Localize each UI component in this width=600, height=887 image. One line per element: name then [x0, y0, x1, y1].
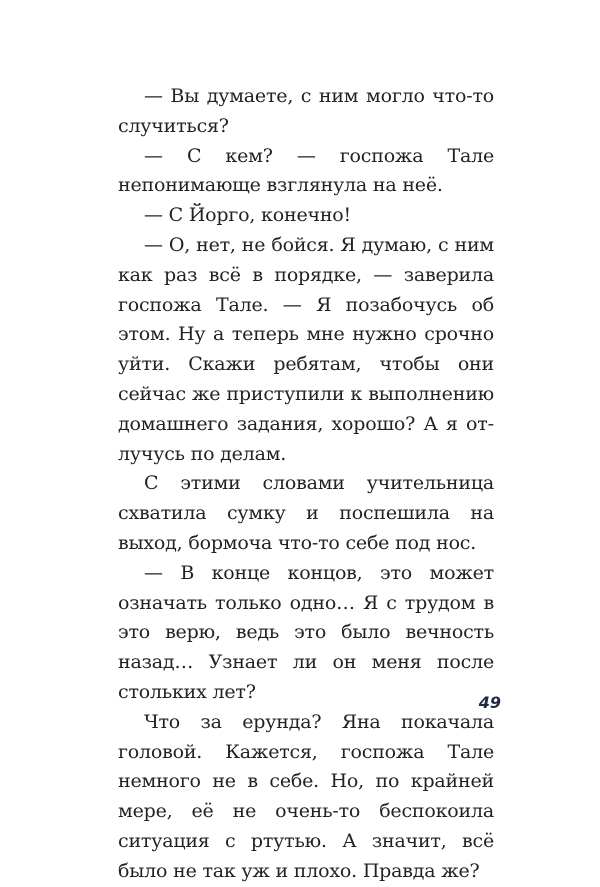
paragraph-6: — В конце концов, это может означать только одно… Я с трудом в это верю, ведь это было вечность назад… Узнает ли он меня после стольких лет? — [118, 561, 494, 703]
paragraph-3: — С Йорго, конечно! — [144, 204, 351, 227]
paragraph-4: — О, нет, не бойся. Я думаю, с ним как раз всё в порядке, — заверила госпожа Тале. — Я позабочусь об этом. Ну а теперь мне нужно срочно уйти. Скажи ребятам, чтобы они сейчас же приступили к выполнению домашнего задания, хорошо? А я отлучусь по делам. — [118, 233, 494, 465]
body-text — [118, 82, 494, 887]
paragraph-7: Что за ерунда? Яна покачала головой. Кажется, госпожа Тале немного не в себе. Но, по крайней мере, её не очень-то беспокоила ситуация с ртутью. А значит, всё было не так уж и плохо. Правда же? — [118, 710, 494, 882]
paragraph-1: — Вы думаете, с ним могло что-то случиться? — [118, 85, 494, 137]
paragraph-2: — С кем? — госпожа Тале непонимающе взглянула на неё. — [118, 144, 494, 197]
paragraph-5: С этими словами учительница схватила сумку и поспешила на выход, бормоча что-то себе под нос. — [118, 472, 494, 554]
page-number: 49 — [478, 693, 501, 712]
